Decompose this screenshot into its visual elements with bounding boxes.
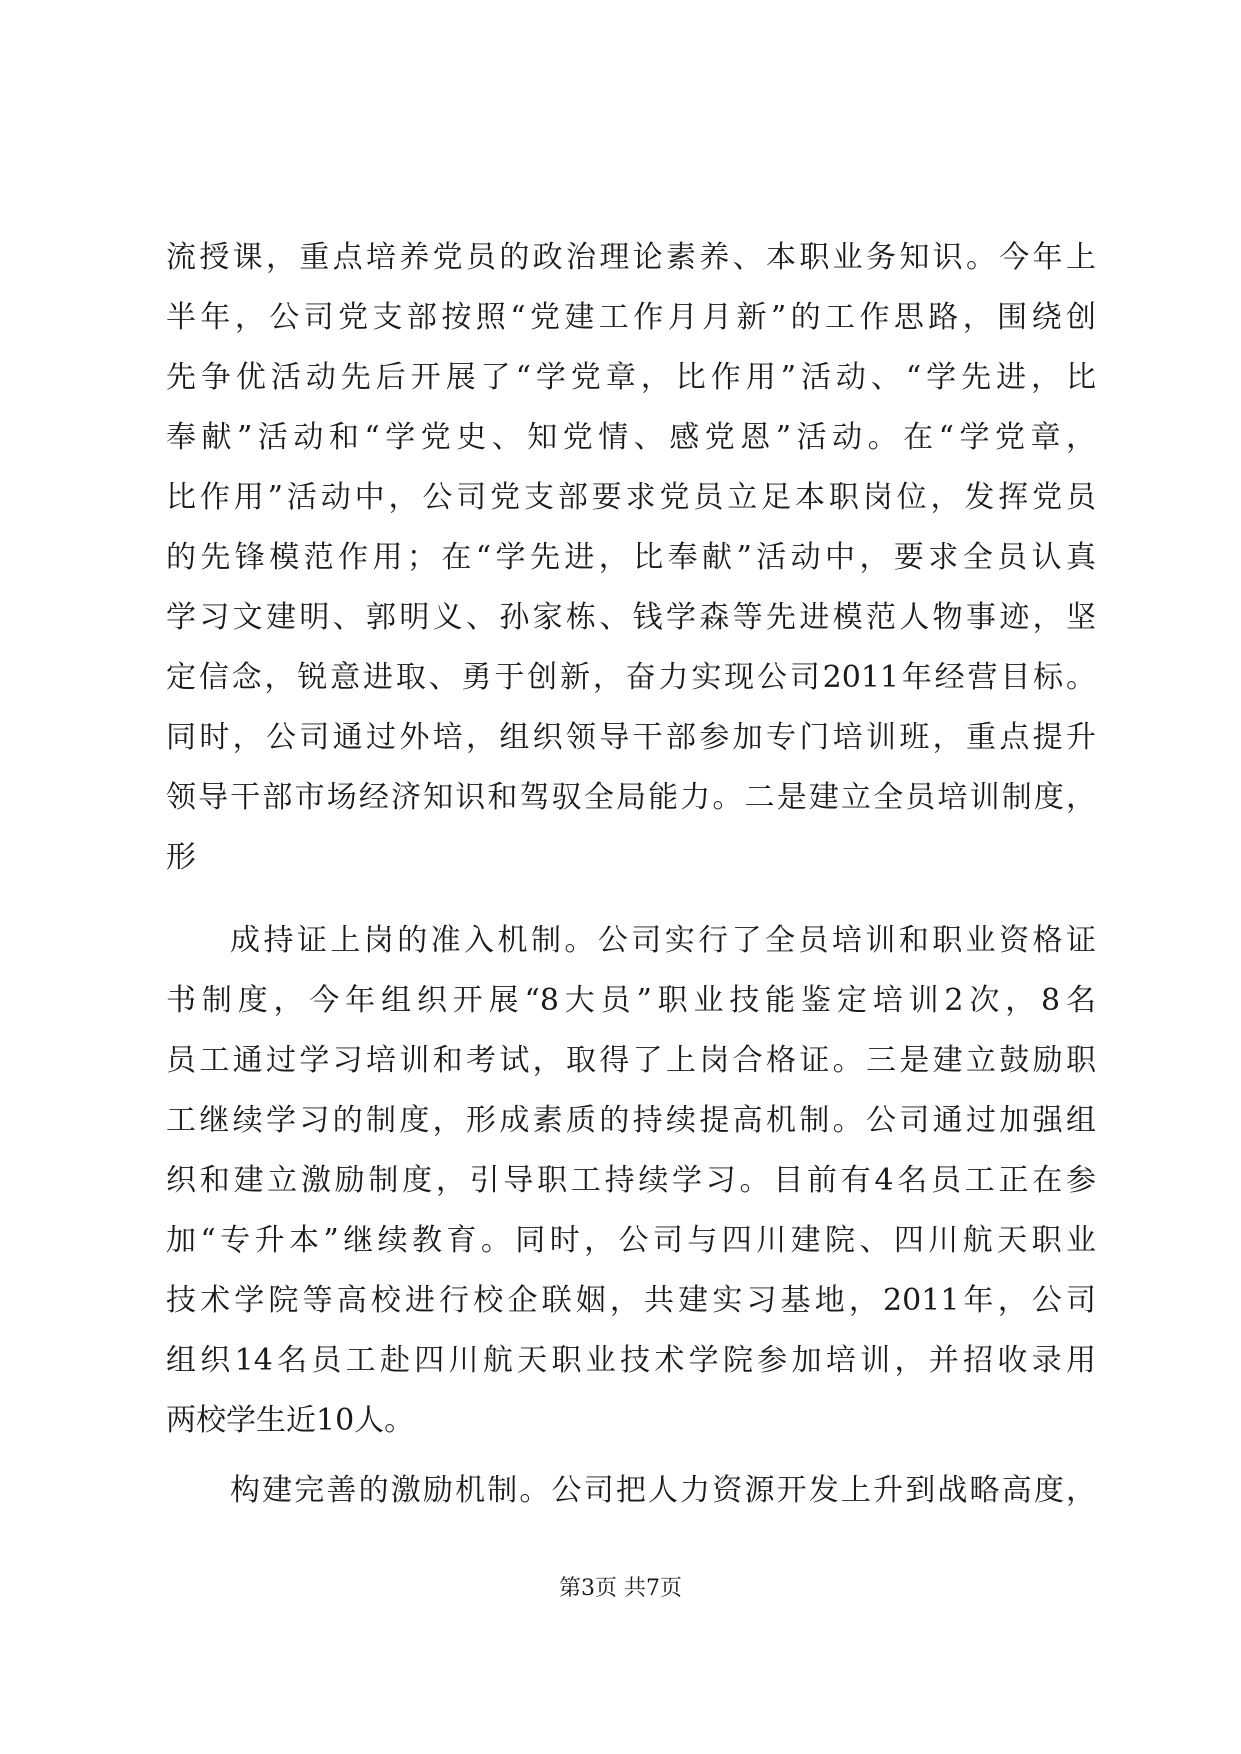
text-line: 形 [166,840,196,875]
text-line: 成持证上岗的准入机制。公司实行了全员培训和职业资格证 [230,923,1096,958]
page-number-footer: 第3页 共7页 [559,1576,682,1601]
paragraph [166,228,1096,888]
text-line: 学习文建明、郭明义、孙家栋、钱学森等先进模范人物事迹，坚 [166,600,1096,635]
paragraph [166,911,1096,1451]
text-line: 比作用”活动中，公司党支部要求党员立足本职岗位，发挥党员 [166,480,1096,515]
text-line: 半年，公司党支部按照“党建工作月月新”的工作思路，围绕创 [166,300,1096,335]
paragraph-gap [166,888,1096,911]
paragraph-gap [166,1451,1096,1461]
text-line: 两校学生近10人。 [166,1403,415,1438]
text-line: 的先锋模范作用；在“学先进，比奉献”活动中，要求全员认真 [166,540,1096,575]
text-line: 同时，公司通过外培，组织领导干部参加专门培训班，重点提升 [166,720,1096,755]
text-line: 定信念，锐意进取、勇于创新，奋力实现公司2011年经营目标。 [166,660,1096,695]
text-line: 领导干部市场经济知识和驾驭全局能力。二是建立全员培训制度， [166,780,1096,815]
text-line: 加“专升本”继续教育。同时，公司与四川建院、四川航天职业 [166,1223,1096,1258]
text-line: 员工通过学习培训和考试，取得了上岗合格证。三是建立鼓励职 [166,1043,1096,1078]
body-text [166,228,1096,1521]
text-line: 先争优活动先后开展了“学党章，比作用”活动、“学先进，比 [166,360,1096,395]
text-line: 构建完善的激励机制。公司把人力资源开发上升到战略高度， [230,1473,1096,1508]
text-line: 书制度，今年组织开展“8大员”职业技能鉴定培训2次，8名 [166,983,1096,1018]
text-line: 流授课，重点培养党员的政治理论素养、本职业务知识。今年上 [166,240,1096,275]
text-line: 工继续学习的制度，形成素质的持续提高机制。公司通过加强组 [166,1103,1096,1138]
text-line: 组织14名员工赴四川航天职业技术学院参加培训，并招收录用 [166,1343,1096,1378]
text-line: 技术学院等高校进行校企联姻，共建实习基地，2011年，公司 [166,1283,1096,1318]
text-line: 奉献”活动和“学党史、知党情、感党恩”活动。在“学党章， [166,420,1096,455]
paragraph [166,1461,1096,1521]
text-line: 织和建立激励制度，引导职工持续学习。目前有4名员工正在参 [166,1163,1096,1198]
